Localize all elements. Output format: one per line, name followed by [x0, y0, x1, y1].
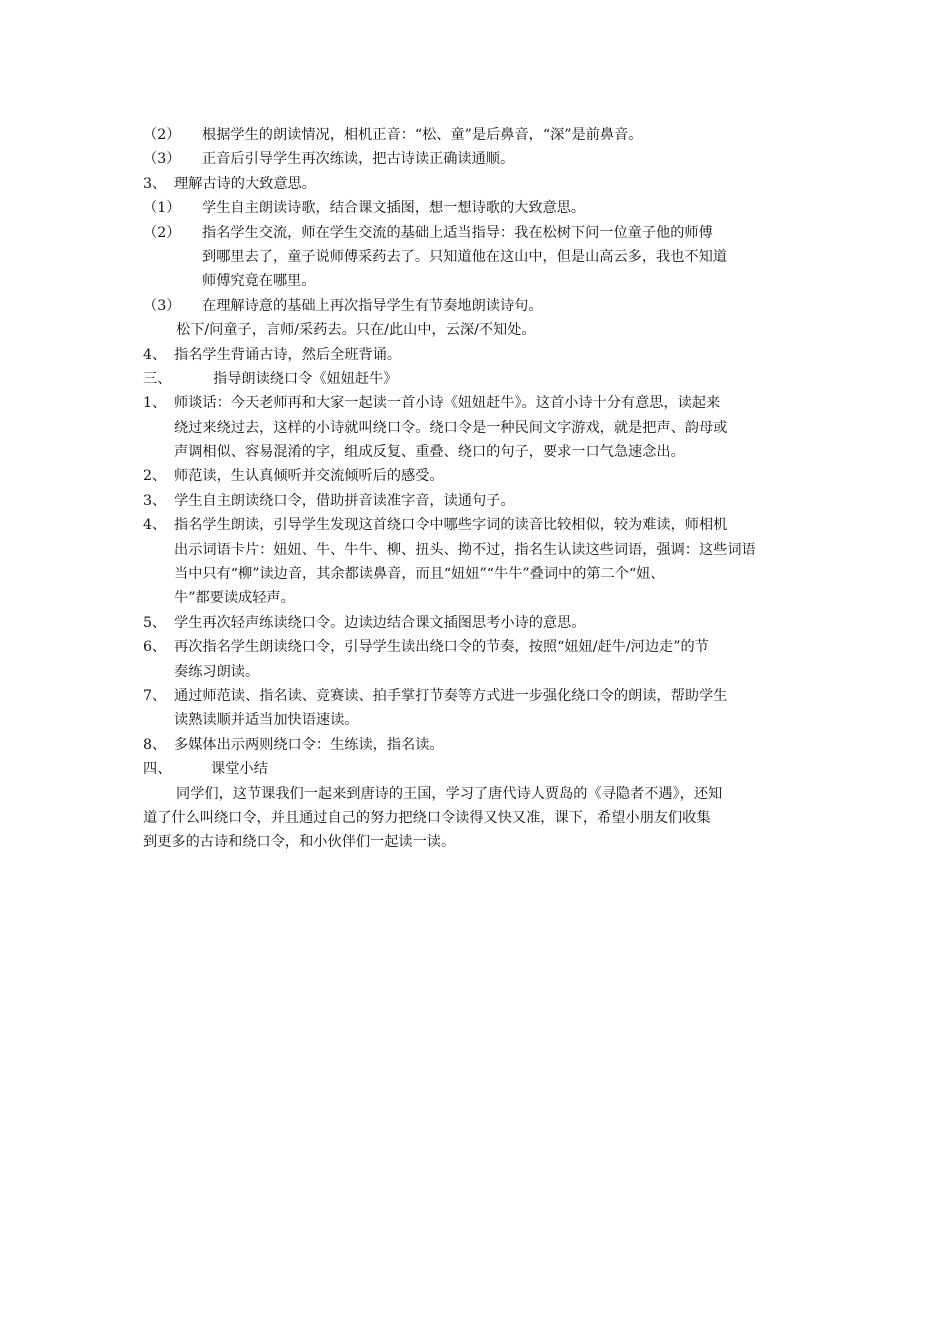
item-text: 到哪里去了，童子说师傅采药去了。只知道他在这山中，但是山高云多，我也不知道	[202, 248, 727, 265]
continuation-line	[143, 269, 807, 293]
continuation-line	[143, 416, 807, 440]
item-text: 当中只有“柳”读边音，其余都读鼻音，而且“妞妞”“牛牛”叠词中的第二个“妞、	[174, 566, 665, 583]
item-marker: （2）	[143, 127, 181, 143]
item-marker: （3）	[143, 151, 181, 168]
poem-text: 松下/问童子，言师/采药去。只在/此山中，云深/不知处。	[176, 322, 536, 339]
item-text: 奏练习朗读。	[174, 663, 260, 680]
item-marker: 4、	[143, 517, 167, 534]
list-item	[143, 343, 807, 367]
item-text: 师谈话：今天老师再和大家一起读一首小诗《妞妞赶牛》。这首小诗十分有意思，读起来	[174, 395, 721, 412]
item-text: 指名学生交流，师在学生交流的基础上适当指导：我在松树下问一位童子他的师傅	[202, 224, 713, 241]
item-text: 正音后引导学生再次练读，把古诗读正确读通顺。	[202, 151, 515, 168]
item-text: 多媒体出示两则绕口令：生练读，指名读。	[174, 736, 444, 753]
item-marker: （2）	[143, 224, 181, 241]
continuation-line	[143, 708, 807, 732]
item-text: 再次指名学生朗读绕口令，引导学生读出绕口令的节奏，按照“妞妞/赶牛/河边走”的节	[174, 639, 709, 656]
item-text: 在理解诗意的基础上再次指导学生有节奏地朗读诗句。	[202, 297, 543, 314]
continuation-line	[143, 538, 807, 562]
item-marker: 4、	[143, 346, 167, 363]
item-marker: 3、	[143, 175, 167, 192]
item-text: 指名学生背诵古诗，然后全班背诵。	[174, 346, 402, 363]
section-heading	[143, 757, 807, 781]
list-item	[143, 684, 807, 708]
paragraph-text: 到更多的古诗和绕口令，和小伙伴们一起读一读。	[143, 834, 456, 851]
section-title: 课堂小结	[211, 761, 268, 778]
lesson-plan-text	[143, 123, 807, 855]
continuation-line	[143, 562, 807, 586]
summary-paragraph-line	[143, 806, 807, 830]
list-item	[143, 635, 807, 659]
item-text: 绕过来绕过去，这样的小诗就叫绕口令。绕口令是一种民间文字游戏，就是把声、韵母或	[174, 419, 728, 436]
list-item	[143, 611, 807, 635]
section-number: 三、	[143, 370, 172, 387]
continuation-line	[143, 586, 807, 610]
section-title: 指导朗读绕口令《妞妞赶牛》	[213, 370, 398, 387]
item-text: 学生自主朗读绕口令，借助拼音读准字音，读通句子。	[174, 492, 515, 509]
item-text: 根据学生的朗读情况，相机正音：“松、童”是后鼻音，“深”是前鼻音。	[202, 127, 643, 143]
item-text: 读熟读顺并适当加快语速读。	[174, 712, 359, 729]
item-marker: 8、	[143, 736, 167, 753]
section-number: 四、	[143, 761, 172, 778]
item-marker: 1、	[143, 395, 167, 412]
item-text: 师傅究竟在哪里。	[202, 273, 316, 290]
item-marker: 5、	[143, 614, 167, 631]
item-text: 声调相似、容易混淆的字，组成反复、重叠、绕口的句子，要求一口气急速念出。	[174, 444, 685, 461]
summary-paragraph-line	[143, 782, 807, 806]
item-marker: 3、	[143, 492, 167, 509]
list-item	[143, 733, 807, 757]
list-item	[143, 221, 807, 245]
item-text: 牛”都要读成轻声。	[174, 590, 295, 607]
item-text: 指名学生朗读，引导学生发现这首绕口令中哪些字词的读音比较相似，较为难读，师相机	[174, 517, 728, 534]
list-item	[143, 294, 807, 318]
item-marker: （3）	[143, 297, 181, 314]
list-item	[143, 123, 807, 147]
summary-paragraph-line	[143, 830, 807, 854]
continuation-line	[143, 660, 807, 684]
continuation-line	[143, 440, 807, 464]
list-item	[143, 391, 807, 415]
list-item	[143, 489, 807, 513]
item-marker: 6、	[143, 639, 167, 656]
item-text: 师范读，生认真倾听并交流倾听后的感受。	[174, 468, 444, 485]
list-item	[143, 464, 807, 488]
item-text: 通过师范读、指名读、竞赛读、拍手掌打节奏等方式进一步强化绕口令的朗读，帮助学生	[174, 687, 728, 704]
list-item	[143, 172, 807, 196]
item-text: 学生再次轻声练读绕口令。边读边结合课文插图思考小诗的意思。	[174, 614, 586, 631]
item-text: 出示词语卡片：妞妞、牛、牛牛、柳、扭头、拗不过，指名生认读这些词语，强调：这些词语	[174, 541, 756, 558]
poem-rhythm-line	[143, 318, 807, 342]
list-item	[143, 147, 807, 171]
list-item	[143, 196, 807, 220]
item-text: 学生自主朗读诗歌，结合课文插图，想一想诗歌的大致意思。	[202, 200, 586, 217]
paragraph-text: 同学们，这节课我们一起来到唐诗的王国，学习了唐代诗人贾岛的《寻隐者不遇》，还知	[176, 785, 723, 802]
paragraph-text: 道了什么叫绕口令，并且通过自己的努力把绕口令读得又快又准，课下，希望小朋友们收集	[143, 809, 711, 826]
continuation-line	[143, 245, 807, 269]
item-marker: 7、	[143, 687, 167, 704]
item-marker: （1）	[143, 200, 181, 217]
item-marker: 2、	[143, 468, 167, 485]
list-item	[143, 513, 807, 537]
item-text: 理解古诗的大致意思。	[174, 175, 316, 192]
section-heading	[143, 367, 807, 391]
